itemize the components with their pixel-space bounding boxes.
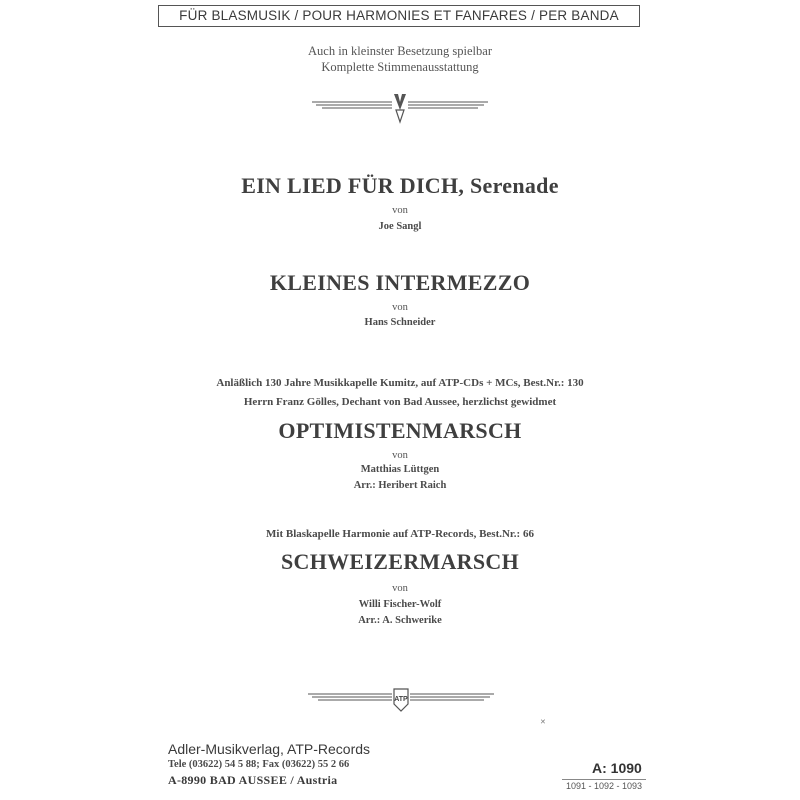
piece-3-arranger: Arr.: Heribert Raich xyxy=(353,480,447,491)
piece-3-note-1: Anläßlich 130 Jahre Musikkapelle Kumitz, auf ATP-CDs + MCs, Best.Nr.: 130 xyxy=(216,377,584,389)
subtitle-playable: Auch in kleinster Besetzung spielbar xyxy=(308,44,492,58)
piece-4-von: von xyxy=(392,583,408,594)
piece-2-composer: Hans Schneider xyxy=(364,317,436,328)
publisher-phone: Tele (03622) 54 5 88; Fax (03622) 55 2 66 xyxy=(168,759,350,770)
publisher-name: Adler-Musikverlag, ATP-Records xyxy=(168,741,371,757)
atp-logo-text: ATP xyxy=(394,696,408,703)
piece-3-note-2: Herrn Franz Gölles, Dechant von Bad Aussee, herzlichst gewidmet xyxy=(243,396,557,408)
piece-4-arranger: Arr.: A. Schwerike xyxy=(358,615,442,626)
corner-mark: ✕ xyxy=(540,719,546,726)
atp-logo-ornament xyxy=(306,686,496,716)
piece-2-title: KLEINES INTERMEZZO xyxy=(269,270,531,295)
piece-1-composer: Joe Sangl xyxy=(378,221,422,232)
catalog-range: 1091 - 1092 - 1093 xyxy=(562,779,646,791)
subtitle-parts: Komplette Stimmenausstattung xyxy=(321,60,479,74)
header-banner: FÜR BLASMUSIK / POUR HARMONIES ET FANFARES / PER BANDA xyxy=(158,5,640,27)
piece-2-von: von xyxy=(392,302,408,313)
top-ornament-icon xyxy=(310,88,490,128)
publisher-city: A-8990 BAD AUSSEE / Austria xyxy=(168,773,338,787)
piece-3-von: von xyxy=(392,450,408,461)
piece-3-title: OPTIMISTENMARSCH xyxy=(278,418,522,443)
piece-4-title: SCHWEIZERMARSCH xyxy=(281,549,519,574)
piece-1-von: von xyxy=(392,205,408,216)
piece-1-title: EIN LIED FÜR DICH, Serenade xyxy=(241,173,559,198)
piece-4-composer: Willi Fischer-Wolf xyxy=(358,599,442,610)
piece-3-composer: Matthias Lüttgen xyxy=(360,464,440,475)
piece-4-note-1: Mit Blaskapelle Harmonie auf ATP-Records, Best.Nr.: 66 xyxy=(266,528,534,540)
catalog-number: A: 1090 xyxy=(592,760,642,776)
